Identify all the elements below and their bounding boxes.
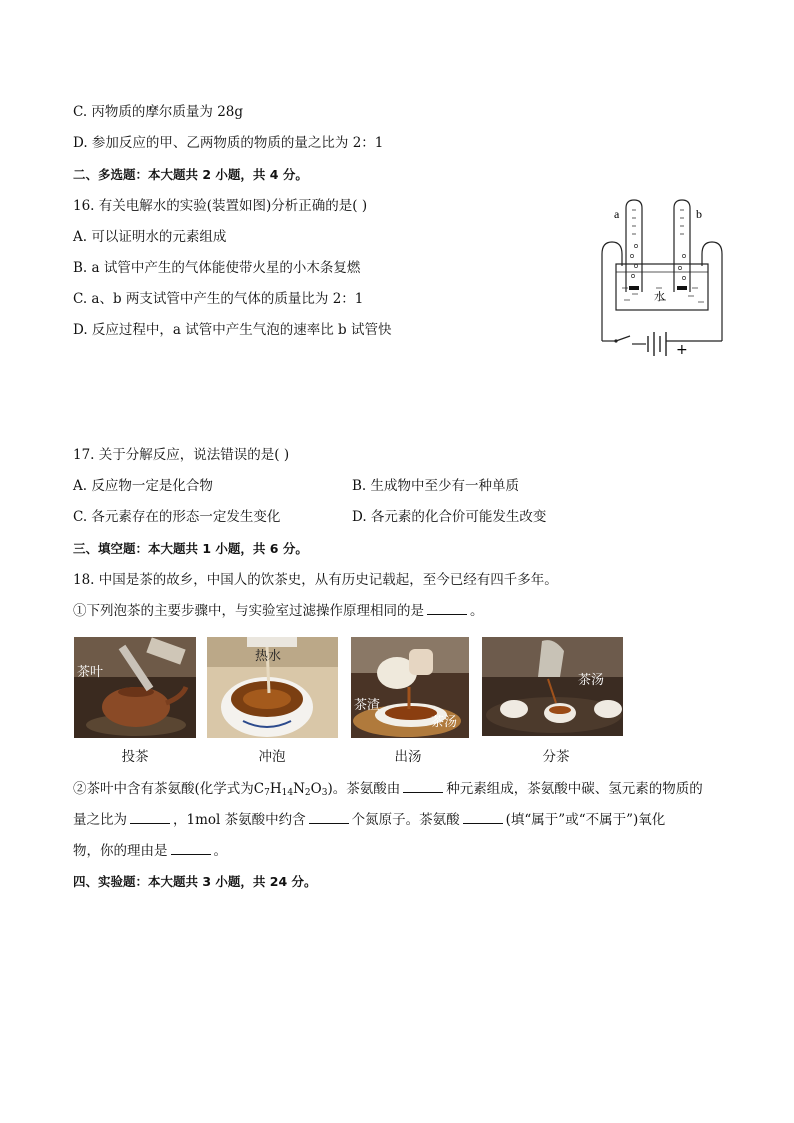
photo-serving [482,637,623,736]
q16-option-c: C. a、b 两支试管中产生的气体的质量比为 2：1 [73,291,364,307]
q16-option-a: A. 可以证明水的元素组成 [73,229,227,245]
q17-option-d: D. 各元素的化合价可能发生改变 [352,509,547,525]
section-4-label: 四、实验题： [73,874,149,889]
caption-pouring: 出汤 [394,749,422,765]
subscript-2: 2 [304,788,311,798]
section-2-label: 二、多选题： [73,167,149,182]
q18-part2-line2-d: (填“属于”或“不属于”)氧化 [505,812,666,828]
photo3-tag-tea-residue: 茶渣 [354,698,381,713]
q15-option-d: D. 参加反应的甲、乙两物质的物质的量之比为 2：1 [73,135,384,151]
section-3-label: 三、填空题： [73,541,149,556]
q16-option-b: B. a 试管中产生的气体能使带火星的小木条复燃 [73,260,361,276]
q18-part2-line2-b: ，1mol 茶氨酸中约含 [173,812,306,828]
diagram-label-b: b [696,207,702,221]
q16-stem: 16. 有关电解水的实验(装置如图)分析正确的是( ) [73,198,368,214]
section-4-text: 本大题共 3 小题，共 24 分。 [148,874,317,889]
q18-part2-line2 [73,811,665,829]
diagram-label-water: 水 [654,290,665,303]
caption-serving: 分茶 [542,749,570,765]
q18-part2-line3-a: 物，你的理由是 [73,843,168,859]
q18-part2-text-c: 种元素组成，茶氨酸中碳、氢元素的物质的 [446,781,703,797]
photo-tea-adding [74,637,196,738]
q18-part2-line3-b: 。 [213,843,227,859]
answer-blank [171,842,211,855]
photo2-tag-hot-water: 热水 [255,649,282,664]
q16-option-d: D. 反应过程中，a 试管中产生气泡的速率比 b 试管快 [73,322,392,338]
subscript-7: 7 [264,788,270,798]
diagram-plus-sign: + [676,342,688,358]
photo3-tag-tea-soup: 茶汤 [431,715,458,730]
subscript-3: 3 [321,788,328,798]
section-3-text: 本大题共 1 小题，共 6 分。 [148,541,308,556]
q18-stem: 18. 中国是茶的故乡，中国人的饮茶史，从有历史记载起，至今已经有四千多年。 [73,572,558,588]
q17-option-b: B. 生成物中至少有一种单质 [352,478,520,494]
answer-blank [427,602,467,615]
q18-part1-end: 。 [470,603,484,619]
subscript-14: 14 [281,788,294,798]
photo-brewing [207,637,338,738]
q18-part1 [73,602,484,620]
q18-part2-line3 [73,842,227,860]
answer-blank [463,811,503,824]
section-3-heading [73,540,308,558]
q17-option-a: A. 反应物一定是化合物 [73,478,213,494]
photo-pouring [351,637,469,738]
electrolysis-apparatus-diagram [598,196,728,361]
symbol-o: O [310,781,322,797]
q17-option-c: C. 各元素存在的形态一定发生变化 [73,509,281,525]
q18-part2-text-a: ②茶叶中含有茶氨酸(化学式为C [73,781,265,797]
answer-blank [403,780,443,793]
q18-part2-text-b: )。茶氨酸由 [327,781,401,797]
q18-part1-text: ①下列泡茶的主要步骤中，与实验室过滤操作原理相同的是 [73,603,424,619]
section-2-text: 本大题共 2 小题，共 4 分。 [148,167,308,182]
q15-option-c: C. 丙物质的摩尔质量为 28g [73,104,244,120]
diagram-label-a: a [614,207,620,221]
q17-stem: 17. 关于分解反应，说法错误的是( ) [73,447,290,463]
symbol-h: H [269,781,282,797]
section-4-heading [73,873,317,891]
answer-blank [309,811,349,824]
photo1-tag-tea-leaves: 茶叶 [77,665,104,680]
q18-part2-line1 [73,780,703,802]
photo4-tag-tea-soup: 茶汤 [578,673,605,688]
section-2-heading [73,166,308,184]
q18-part2-line2-c: 个氮原子。茶氨酸 [351,812,460,828]
answer-blank [130,811,170,824]
symbol-n: N [293,781,305,797]
caption-brewing: 冲泡 [258,749,286,765]
q18-part2-line2-a: 量之比为 [73,812,127,828]
caption-tea-adding: 投茶 [121,749,149,765]
